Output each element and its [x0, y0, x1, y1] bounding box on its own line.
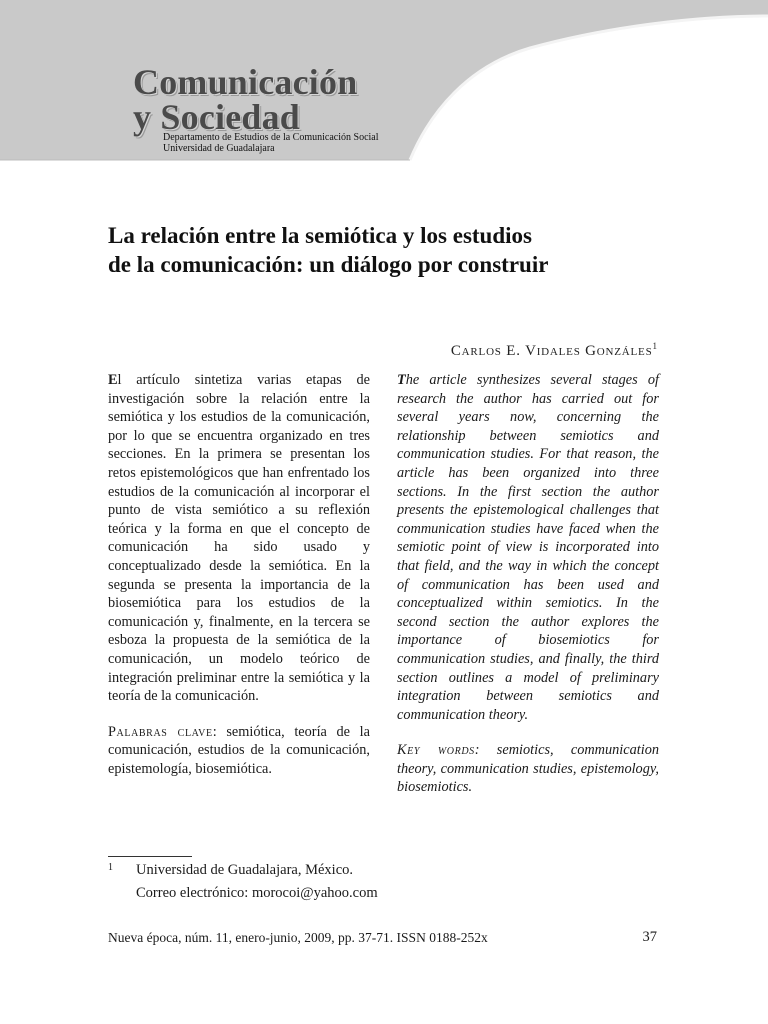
keywords-spanish-text: : semiótica, teoría de la comunicación, estudios de la comunicación, epistemología, biosemiótica. [108, 723, 370, 777]
abstract-english-initial: T [397, 372, 406, 388]
keywords-spanish-label: Palabras clave [108, 723, 213, 740]
journal-title-line1: Comunicación [133, 62, 358, 102]
footnote-affiliation: Universidad de Guadalajara, México. [136, 862, 354, 878]
header-banner [0, 0, 768, 180]
keywords-spanish [108, 723, 370, 779]
abstract-spanish-text: l artículo sintetiza varias etapas de investigación sobre la relación entre la semiótica y los estudios de la comunicación, por lo que se encuentra organizado en tres secciones. En la primera se presentan los retos epistemológicos que han enfrentado los estudios de la comunicación al incorporar el punto de vista semiótico a su reflexión teórica y la forma en que el concepto de comunicación ha sido usado y conceptualizado desde la semiótica. En la segunda se presenta la importancia de la biosemiótica para los estudios de la comunicación y, finalmente, en la tercera se esboza la propuesta de la semiótica de la comunicación, un modelo teórico de integración preliminar entre la semiótica y la teoría de la comunicación. [108, 372, 370, 705]
footer-citation: Nueva época, núm. 11, enero-junio, 2009, pp. 37-71. ISSN 0188-252x [108, 930, 488, 945]
abstract-spanish-body [108, 371, 370, 706]
footnote-email: Correo electrónico: morocoi@yahoo.com [136, 885, 378, 901]
department-name: Departamento de Estudios de la Comunicación Social [163, 132, 379, 143]
abstract-english-body [397, 371, 659, 724]
article-title-line2: de la comunicación: un diálogo por construir [108, 252, 549, 277]
abstract-spanish [108, 371, 370, 778]
footnote-number: 1 [108, 862, 113, 873]
footnote-divider [108, 856, 192, 857]
page-number: 37 [642, 929, 657, 945]
article-title-line1: La relación entre la semiótica y los estudios [108, 223, 532, 248]
journal-title-line2: y Sociedad [133, 97, 301, 137]
university-name: Universidad de Guadalajara [163, 143, 275, 154]
author-footnote-mark: 1 [652, 341, 657, 351]
article-title [108, 221, 688, 279]
abstract-english [397, 371, 659, 797]
author-name [451, 341, 657, 360]
abstract-english-text: he article synthesizes several stages of research the author has carried out for several years now, concerning the relationship between semiotics and communication studies. For that reason, the article has been organized into three sections. In the first section the author presents the epistemological challenges that communication studies have faced when the semiotic point of view is incorporated into that field, and the way in which the concept of communication has been used and conceptualized within semiotics. In the second section the author explores the importance of biosemiotics for communication studies, and finally, the third section outlines a model of preliminary integration between semiotics and communication theory. [397, 372, 659, 723]
keywords-english-text: : semiotics, communication theory, communication studies, epistemology, biosemiotics. [397, 742, 660, 796]
keywords-english-label: Key words [397, 742, 475, 759]
abstract-spanish-initial: E [108, 372, 118, 388]
author-name-text: Carlos E. Vidales Gonzáles [450, 343, 653, 359]
keywords-english [397, 741, 659, 797]
